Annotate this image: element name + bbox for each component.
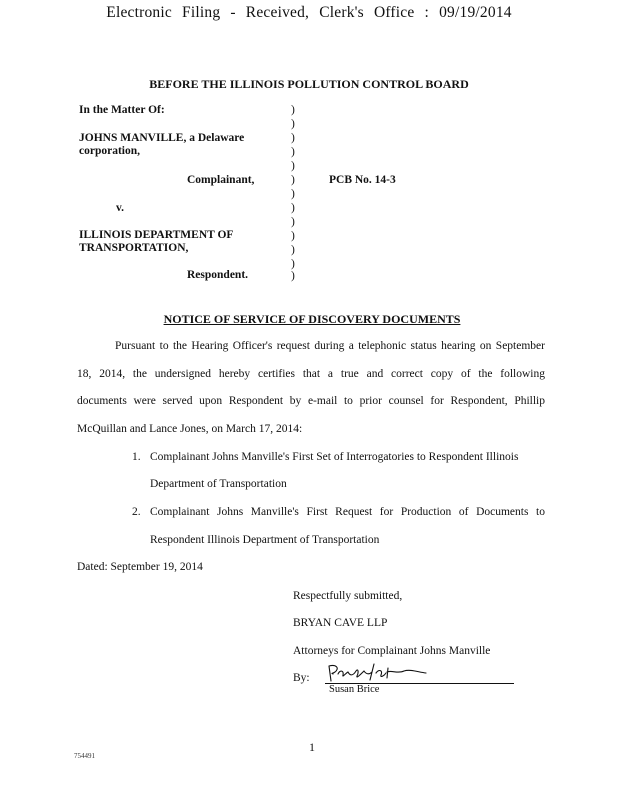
page-number: 1 [309,740,315,754]
caption-paren: ) [291,160,295,172]
dated-line: Dated: September 19, 2014 [77,561,203,573]
paragraph-line: Pursuant to the Hearing Officer's request during a telephonic status hearing on September [115,340,545,352]
caption-paren: ) [291,230,295,242]
caption-paren: ) [291,174,295,186]
paragraph-line: 18, 2014, the undersigned hereby certifies that a true and correct copy of the following [77,368,545,380]
caption-complainant-role: Complainant, [187,174,255,186]
caption-versus: v. [116,202,124,214]
signature-firm: BRYAN CAVE LLP [293,617,388,629]
signature-closing: Respectfully submitted, [293,590,403,602]
list-item-number: 1. [132,451,141,463]
caption-in-the-matter: In the Matter Of: [79,104,165,116]
caption-paren: ) [291,244,295,256]
caption-complainant-name-2: corporation, [79,145,141,157]
paragraph-line: McQuillan and Lance Jones, on March 17, 2014: [77,423,303,435]
caption-respondent-name-1: ILLINOIS DEPARTMENT OF [79,229,234,241]
list-item-text: Respondent Illinois Department of Transportation [150,534,380,546]
handwritten-signature-icon [326,660,436,684]
caption-respondent-name-2: TRANSPORTATION, [79,242,189,254]
caption-paren: ) [291,132,295,144]
caption-paren: ) [291,258,295,270]
caption-paren: ) [291,188,295,200]
signature-attorneys-for: Attorneys for Complainant Johns Manville [293,645,491,657]
filing-stamp: Electronic Filing - Received, Clerk's Office : 09/19/2014 [106,4,512,21]
paragraph-line: documents were served upon Respondent by e-mail to prior counsel for Respondent, Phillip [77,395,545,407]
caption-paren: ) [291,104,295,116]
signer-name: Susan Brice [329,684,380,695]
caption-complainant-name-1: JOHNS MANVILLE, a Delaware [79,132,245,144]
caption-paren: ) [291,146,295,158]
list-item-text: Complainant Johns Manville's First Request for Production of Documents to [150,506,545,518]
board-title: BEFORE THE ILLINOIS POLLUTION CONTROL BOARD [149,77,469,91]
caption-paren: ) [291,202,295,214]
caption-paren: ) [291,270,295,282]
list-item-number: 2. [132,506,141,518]
list-item-text: Complainant Johns Manville's First Set of Interrogatories to Respondent Illinois [150,451,519,463]
case-number: PCB No. 14-3 [329,174,396,186]
document-id: 754491 [74,752,95,760]
notice-title: NOTICE OF SERVICE OF DISCOVERY DOCUMENTS [163,312,461,326]
signature-by-label: By: [293,672,310,684]
caption-paren: ) [291,118,295,130]
list-item-text: Department of Transportation [150,478,287,490]
caption-paren: ) [291,216,295,228]
caption-respondent-role: Respondent. [187,269,249,281]
